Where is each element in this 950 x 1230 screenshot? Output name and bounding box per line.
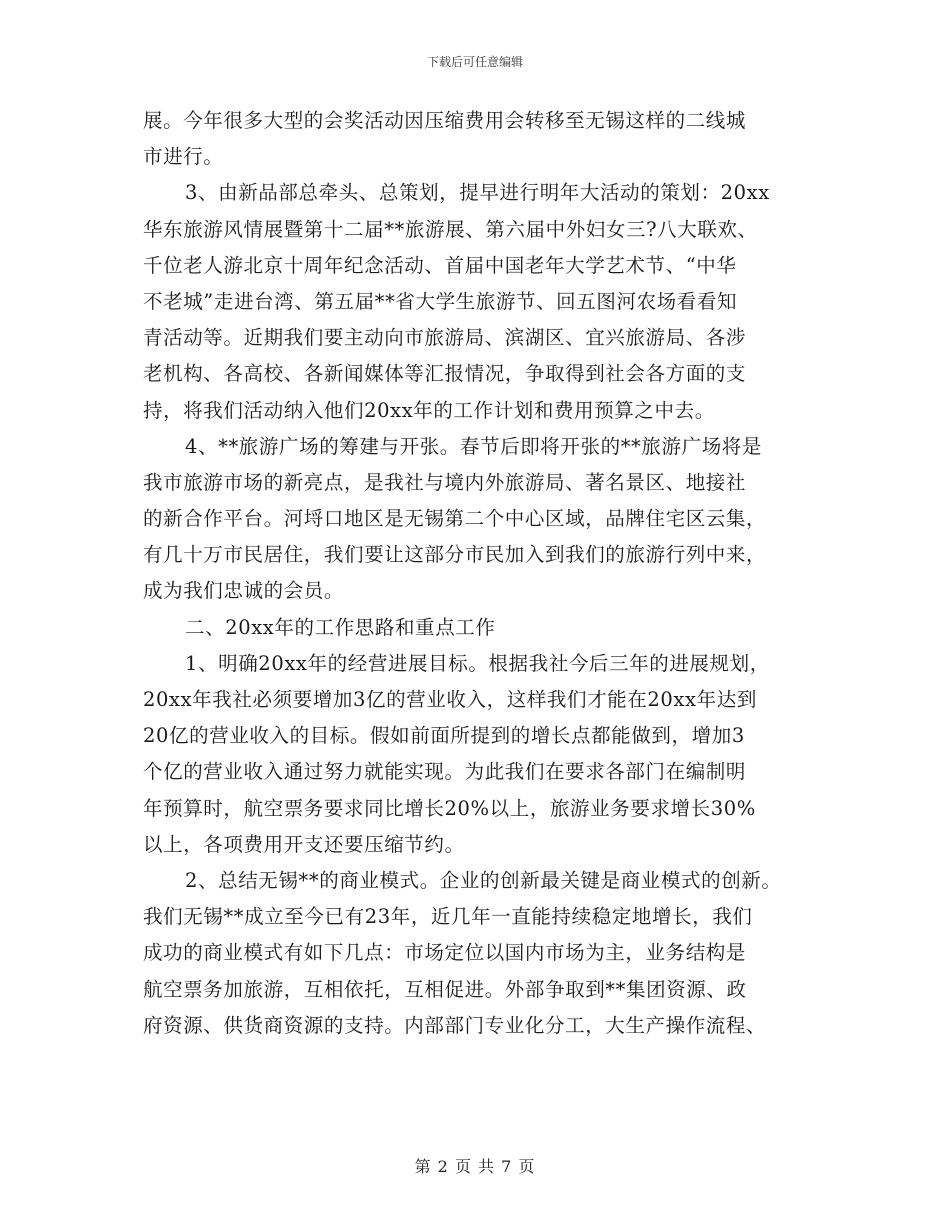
text-line: 老机构、各高校、各新闻媒体等汇报情况，争取得到社会各方面的支: [143, 362, 747, 386]
text-line: 成为我们忠诚的会员。: [143, 579, 345, 603]
text-line: 1、明确20xx年的经营进展目标。根据我社今后三年的进展规划，: [185, 651, 770, 675]
text-line: 航空票务加旅游，互相依托，互相促进。外部争取到**集团资源、政: [143, 977, 747, 1001]
text-line: 20亿的营业收入的目标。假如前面所提到的增长点都能做到，增加3: [143, 724, 745, 748]
text-line: 青活动等。近期我们要主动向市旅游局、滨湖区、宜兴旅游局、各涉: [143, 326, 747, 350]
text-line: 4、**旅游广场的筹建与开张。春节后即将开张的**旅游广场将是: [185, 434, 763, 458]
text-line: 千位老人游北京十周年纪念活动、首届中国老年大学艺术节、“中华: [143, 253, 737, 277]
text-line: 华东旅游风情展暨第十二届**旅游展、第六届中外妇女三?八大联欢、: [143, 217, 758, 241]
text-line: 持，将我们活动纳入他们20xx年的工作计划和费用预算之中去。: [143, 398, 715, 422]
text-line: 2、总结无锡**的商业模式。企业的创新最关键是商业模式的创新。: [185, 868, 782, 892]
page-header: 下载后可任意编辑: [426, 55, 523, 69]
text-line: 年预算时，航空票务要求同比增长20%以上，旅游业务要求增长30%: [143, 796, 756, 820]
text-line: 有几十万市民居住，我们要让这部分市民加入到我们的旅游行列中来，: [143, 543, 767, 567]
text-line: 府资源、供货商资源的支持。内部部门专业化分工，大生产操作流程、: [143, 1013, 767, 1037]
page-number: 第 2 页 共 7 页: [414, 1157, 536, 1176]
text-line: 3、由新品部总牵头、总策划，提早进行明年大活动的策划：20xx: [185, 181, 770, 205]
text-line: 市进行。: [143, 145, 224, 169]
text-line: 20xx年我社必须要增加3亿的营业收入，这样我们才能在20xx年达到: [143, 688, 757, 711]
text-line: 以上，各项费用开支还要压缩节约。: [143, 832, 465, 856]
text-line: 我市旅游市场的新亮点，是我社与境内外旅游局、著名景区、地接社: [143, 470, 747, 494]
document-body: [143, 103, 823, 1044]
text-line: 的新合作平台。河埒口地区是无锡第二个中心区域，品牌住宅区云集，: [143, 507, 767, 531]
text-line: 不老城”走进台湾、第五届**省大学生旅游节、回五图河农场看看知: [143, 289, 738, 313]
text-line: 个亿的营业收入通过努力就能实现。为此我们在要求各部门在编制明: [143, 760, 747, 784]
text-line: 成功的商业模式有如下几点：市场定位以国内市场为主，业务结构是: [143, 941, 747, 965]
text-line: 我们无锡**成立至今已有23年，近几年一直能持续稳定地增长，我们: [143, 905, 753, 929]
text-line: 展。今年很多大型的会奖活动因压缩费用会转移至无锡这样的二线城: [143, 109, 747, 132]
text-line: 二、20xx年的工作思路和重点工作: [185, 615, 496, 639]
